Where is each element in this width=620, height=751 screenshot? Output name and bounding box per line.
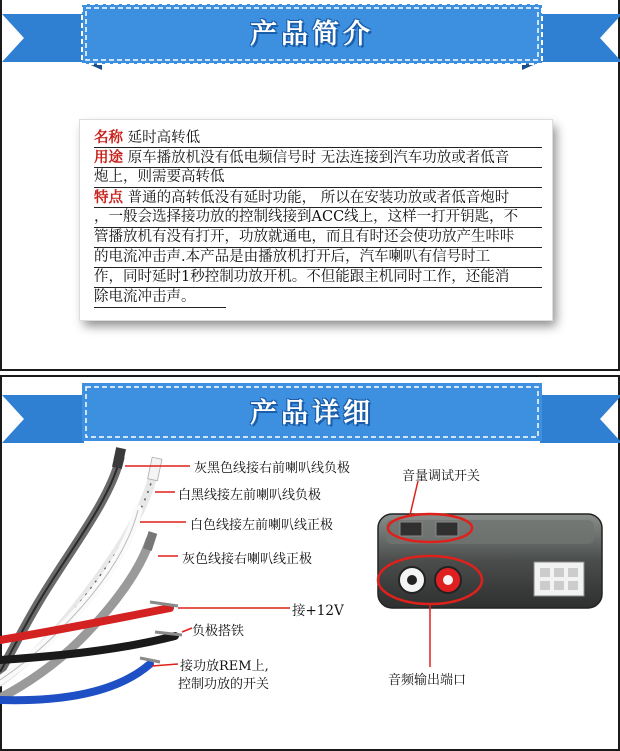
intro-note-card <box>80 120 552 320</box>
note-line: 炮上，则需要高转低 <box>94 168 542 188</box>
black-wire-label: 负极搭铁 <box>192 624 245 639</box>
detail-title: 产品详细 <box>250 398 374 429</box>
white-wire-label: 白色线接左前喇叭线正极 <box>190 518 334 533</box>
blue-wire-label-line1: 接功放REM上, <box>180 659 269 674</box>
volume-adjust-label: 音量调试开关 <box>402 469 481 484</box>
note-line: 的电流冲击声.本产品是由播放机打开后，汽车喇叭有信号时工 <box>94 248 542 268</box>
intro-banner <box>2 0 620 70</box>
detail-banner <box>2 377 620 447</box>
red-wire-label: 接+12V <box>292 603 344 619</box>
note-line: 作，同时延时1秒控制功放开机。不但能跟主机同时工作，还能消 <box>94 268 542 288</box>
note-line: 除电流冲击声。 <box>94 288 226 308</box>
gray-black-wire-label: 灰黑色线接右前喇叭线负极 <box>194 461 351 476</box>
intro-title: 产品简介 <box>250 19 374 50</box>
blue-wire-label-line2: 控制功放的开关 <box>178 677 270 692</box>
white-black-wire-label: 白黑线接左前喇叭线负极 <box>178 488 322 503</box>
note-line: ，一般会选择接功放的控制线接到ACC线上，这样一打开钥匙，不 <box>94 208 542 228</box>
note-line: 用途 原车播放机没有低电频信号时 无法连接到汽车功放或者低音 <box>94 148 542 168</box>
note-line: 管播放机有没有打开，功放就通电，而且有时还会使功放产生咔咔 <box>94 228 542 248</box>
device-callout-lines <box>380 475 460 675</box>
gray-wire-label: 灰色线接右喇叭线正极 <box>182 552 313 567</box>
note-line: 特点 普通的高转低没有延时功能， 所以在安装功放或者低音炮时 <box>94 188 542 208</box>
intro-section <box>0 0 620 371</box>
audio-output-label: 音频输出端口 <box>388 673 467 688</box>
note-line: 名称 延时高转低 <box>94 128 542 148</box>
